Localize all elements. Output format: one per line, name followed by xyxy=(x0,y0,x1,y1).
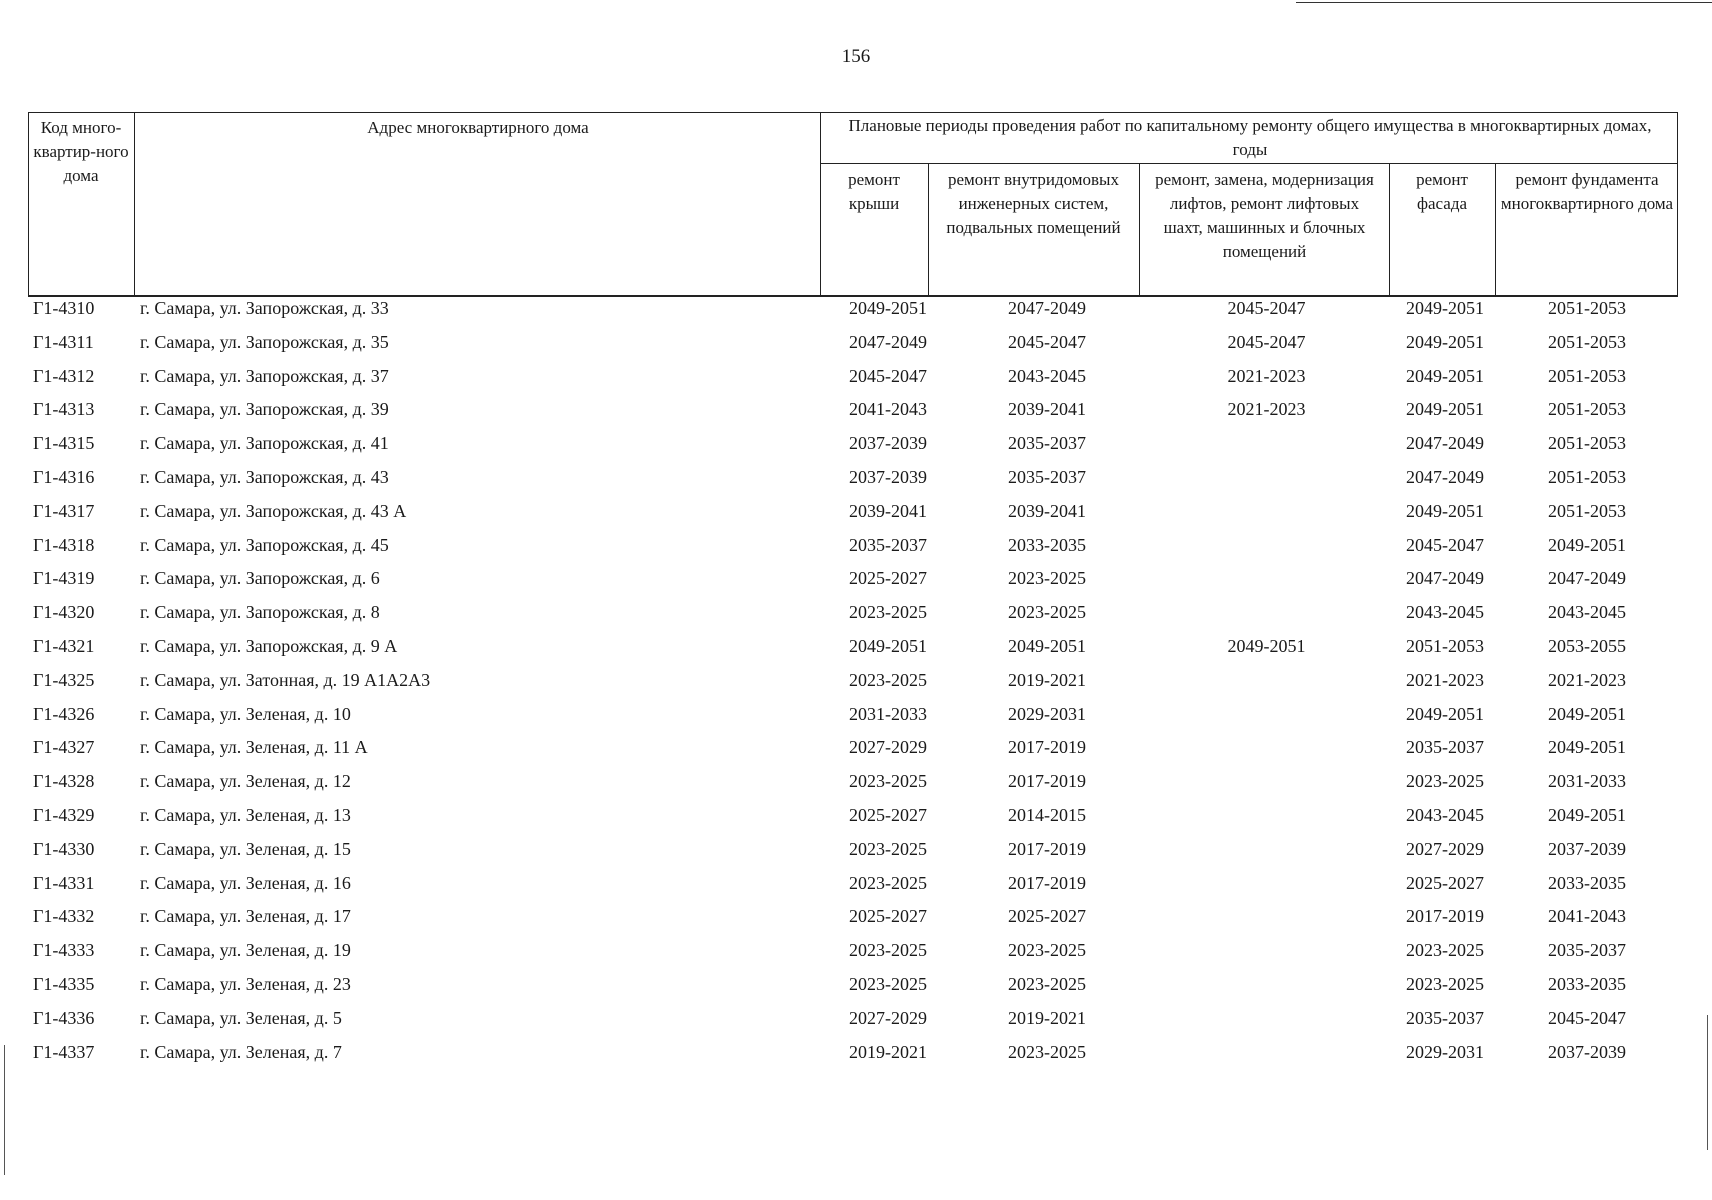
cell-code: Г1-4335 xyxy=(33,974,95,994)
cell-facade: 2043-2045 xyxy=(1406,602,1484,623)
cell-foundation: 2051-2053 xyxy=(1548,500,1626,521)
cell-foundation: 2053-2055 xyxy=(1548,636,1626,656)
cell-foundation: 2045-2047 xyxy=(1548,1007,1626,1028)
cell-roof: 2025-2027 xyxy=(849,568,927,589)
cell-facade: 2049-2051 xyxy=(1406,331,1484,352)
cell-facade: 2047-2049 xyxy=(1406,568,1484,589)
cell-facade: 2049-2051 xyxy=(1406,298,1484,318)
table-row xyxy=(0,433,1712,467)
cell-address: г. Самара, ул. Зеленая, д. 13 xyxy=(140,805,351,825)
cell-address: г. Самара, ул. Запорожская, д. 37 xyxy=(140,365,389,386)
table-row xyxy=(0,873,1712,907)
header-divider xyxy=(928,163,929,295)
cell-code: Г1-4310 xyxy=(33,298,95,318)
cell-code: Г1-4325 xyxy=(33,669,95,690)
cell-facade: 2025-2027 xyxy=(1406,872,1484,893)
cell-code: Г1-4311 xyxy=(33,331,94,352)
cell-engineering: 2019-2021 xyxy=(1008,1007,1086,1028)
cell-foundation: 2041-2043 xyxy=(1548,906,1626,927)
cell-code: Г1-4329 xyxy=(33,805,95,825)
header-address: Адрес многоквартирного дома xyxy=(367,118,589,137)
cell-facade: 2047-2049 xyxy=(1406,433,1484,454)
cell-facade: 2049-2051 xyxy=(1406,500,1484,521)
cell-engineering: 2035-2037 xyxy=(1008,433,1086,454)
table-row xyxy=(0,366,1712,400)
cell-code: Г1-4326 xyxy=(33,703,95,724)
header-periods: Плановые периоды проведения работ по капитальному ремонту общего имущества в многоквартирных домах, годы xyxy=(848,116,1652,159)
header-engineering: ремонт внутридомовых инженерных систем, подвальных помещений xyxy=(946,170,1121,237)
cell-engineering: 2029-2031 xyxy=(1008,703,1086,724)
header-divider xyxy=(820,113,821,295)
cell-facade: 2051-2053 xyxy=(1406,636,1484,656)
scan-top-line xyxy=(1296,2,1712,3)
cell-facade: 2023-2025 xyxy=(1406,974,1484,994)
cell-foundation: 2051-2053 xyxy=(1548,433,1626,454)
cell-facade: 2043-2045 xyxy=(1406,805,1484,825)
table-row xyxy=(0,839,1712,873)
table-row xyxy=(0,298,1712,332)
cell-facade: 2023-2025 xyxy=(1406,771,1484,792)
cell-engineering: 2023-2025 xyxy=(1008,940,1086,961)
cell-address: г. Самара, ул. Зеленая, д. 11 А xyxy=(140,737,368,758)
cell-code: Г1-4313 xyxy=(33,399,95,420)
cell-engineering: 2017-2019 xyxy=(1008,737,1086,758)
cell-engineering: 2045-2047 xyxy=(1008,331,1086,352)
cell-engineering: 2019-2021 xyxy=(1008,669,1086,690)
cell-foundation: 2021-2023 xyxy=(1548,669,1626,690)
cell-code: Г1-4317 xyxy=(33,500,95,521)
cell-engineering: 2039-2041 xyxy=(1008,399,1086,420)
table-row xyxy=(0,704,1712,738)
table-row xyxy=(0,1042,1712,1076)
cell-facade: 2027-2029 xyxy=(1406,838,1484,859)
cell-facade: 2023-2025 xyxy=(1406,940,1484,961)
cell-code: Г1-4315 xyxy=(33,433,95,454)
cell-roof: 2023-2025 xyxy=(849,872,927,893)
cell-address: г. Самара, ул. Запорожская, д. 41 xyxy=(140,433,389,454)
cell-roof: 2035-2037 xyxy=(849,534,927,555)
cell-engineering: 2035-2037 xyxy=(1008,467,1086,487)
table-row xyxy=(0,771,1712,805)
table-header xyxy=(28,112,1678,297)
cell-lifts: 2021-2023 xyxy=(1227,365,1306,386)
cell-roof: 2023-2025 xyxy=(849,771,927,792)
table-row xyxy=(0,940,1712,974)
cell-code: Г1-4328 xyxy=(33,771,95,792)
cell-facade: 2049-2051 xyxy=(1406,365,1484,386)
cell-foundation: 2051-2053 xyxy=(1548,298,1626,318)
cell-address: г. Самара, ул. Зеленая, д. 23 xyxy=(140,974,351,994)
table-row xyxy=(0,332,1712,366)
cell-engineering: 2017-2019 xyxy=(1008,771,1086,792)
cell-address: г. Самара, ул. Запорожская, д. 6 xyxy=(140,568,380,589)
cell-engineering: 2014-2015 xyxy=(1008,805,1086,825)
cell-foundation: 2049-2051 xyxy=(1548,703,1626,724)
cell-code: Г1-4336 xyxy=(33,1007,95,1028)
cell-address: г. Самара, ул. Запорожская, д. 43 xyxy=(140,467,389,487)
cell-foundation: 2051-2053 xyxy=(1548,399,1626,420)
cell-code: Г1-4321 xyxy=(33,636,95,656)
cell-foundation: 2037-2039 xyxy=(1548,838,1626,859)
cell-engineering: 2017-2019 xyxy=(1008,872,1086,893)
cell-engineering: 2023-2025 xyxy=(1008,974,1086,994)
cell-roof: 2027-2029 xyxy=(849,1007,927,1028)
cell-roof: 2025-2027 xyxy=(849,906,927,927)
cell-code: Г1-4331 xyxy=(33,872,95,893)
header-divider xyxy=(134,113,135,295)
cell-foundation: 2049-2051 xyxy=(1548,737,1626,758)
cell-engineering: 2049-2051 xyxy=(1008,636,1086,656)
table-row xyxy=(0,737,1712,771)
cell-roof: 2023-2025 xyxy=(849,669,927,690)
cell-address: г. Самара, ул. Запорожская, д. 45 xyxy=(140,534,389,555)
cell-code: Г1-4337 xyxy=(33,1041,95,1062)
cell-engineering: 2039-2041 xyxy=(1008,500,1086,521)
cell-code: Г1-4316 xyxy=(33,467,95,487)
cell-address: г. Самара, ул. Запорожская, д. 39 xyxy=(140,399,389,420)
cell-facade: 2035-2037 xyxy=(1406,737,1484,758)
cell-roof: 2037-2039 xyxy=(849,433,927,454)
cell-roof: 2045-2047 xyxy=(849,365,927,386)
cell-code: Г1-4312 xyxy=(33,365,95,386)
header-foundation: ремонт фундамента многоквартирного дома xyxy=(1500,170,1674,213)
cell-code: Г1-4319 xyxy=(33,568,95,589)
cell-facade: 2021-2023 xyxy=(1406,669,1484,690)
cell-engineering: 2033-2035 xyxy=(1008,534,1086,555)
cell-foundation: 2035-2037 xyxy=(1548,940,1626,961)
header-divider xyxy=(1495,163,1496,295)
cell-engineering: 2017-2019 xyxy=(1008,838,1086,859)
table-row xyxy=(0,670,1712,704)
table-row xyxy=(0,501,1712,535)
cell-address: г. Самара, ул. Запорожская, д. 8 xyxy=(140,602,380,623)
page-number: 156 xyxy=(841,46,871,67)
cell-roof: 2023-2025 xyxy=(849,602,927,623)
cell-roof: 2019-2021 xyxy=(849,1041,927,1062)
cell-address: г. Самара, ул. Зеленая, д. 5 xyxy=(140,1007,342,1028)
cell-facade: 2029-2031 xyxy=(1406,1041,1484,1062)
cell-address: г. Самара, ул. Запорожская, д. 9 А xyxy=(140,636,398,656)
table-row xyxy=(0,535,1712,569)
cell-engineering: 2047-2049 xyxy=(1008,298,1086,318)
cell-roof: 2049-2051 xyxy=(849,636,927,656)
cell-foundation: 2049-2051 xyxy=(1548,805,1626,825)
cell-foundation: 2051-2053 xyxy=(1548,365,1626,386)
cell-address: г. Самара, ул. Запорожская, д. 33 xyxy=(140,298,389,318)
cell-foundation: 2047-2049 xyxy=(1548,568,1626,589)
cell-code: Г1-4330 xyxy=(33,838,95,859)
cell-address: г. Самара, ул. Зеленая, д. 16 xyxy=(140,872,351,893)
cell-roof: 2037-2039 xyxy=(849,467,927,487)
cell-address: г. Самара, ул. Зеленая, д. 7 xyxy=(140,1041,342,1062)
cell-engineering: 2025-2027 xyxy=(1008,906,1086,927)
cell-facade: 2045-2047 xyxy=(1406,534,1484,555)
header-divider xyxy=(1389,163,1390,295)
cell-facade: 2049-2051 xyxy=(1406,399,1484,420)
header-divider xyxy=(1139,163,1140,295)
cell-foundation: 2031-2033 xyxy=(1548,771,1626,792)
cell-roof: 2023-2025 xyxy=(849,940,927,961)
cell-roof: 2049-2051 xyxy=(849,298,927,318)
table-row xyxy=(0,974,1712,1008)
cell-code: Г1-4320 xyxy=(33,602,95,623)
cell-code: Г1-4333 xyxy=(33,940,95,961)
header-roof: ремонт крыши xyxy=(848,170,900,213)
cell-foundation: 2049-2051 xyxy=(1548,534,1626,555)
cell-roof: 2023-2025 xyxy=(849,838,927,859)
cell-foundation: 2033-2035 xyxy=(1548,872,1626,893)
cell-address: г. Самара, ул. Зеленая, д. 19 xyxy=(140,940,351,961)
cell-address: г. Самара, ул. Зеленая, д. 15 xyxy=(140,838,351,859)
cell-address: г. Самара, ул. Запорожская, д. 43 А xyxy=(140,500,407,521)
header-border xyxy=(1677,113,1678,295)
cell-facade: 2049-2051 xyxy=(1406,703,1484,724)
cell-engineering: 2023-2025 xyxy=(1008,568,1086,589)
cell-engineering: 2023-2025 xyxy=(1008,602,1086,623)
cell-lifts: 2049-2051 xyxy=(1227,636,1306,656)
cell-foundation: 2037-2039 xyxy=(1548,1041,1626,1062)
table-row xyxy=(0,467,1712,501)
cell-facade: 2035-2037 xyxy=(1406,1007,1484,1028)
cell-address: г. Самара, ул. Запорожская, д. 35 xyxy=(140,331,389,352)
cell-engineering: 2043-2045 xyxy=(1008,365,1086,386)
cell-roof: 2025-2027 xyxy=(849,805,927,825)
cell-facade: 2017-2019 xyxy=(1406,906,1484,927)
table-row xyxy=(0,602,1712,636)
table-row xyxy=(0,906,1712,940)
table-row xyxy=(0,636,1712,670)
cell-code: Г1-4332 xyxy=(33,906,95,927)
cell-roof: 2031-2033 xyxy=(849,703,927,724)
cell-lifts: 2045-2047 xyxy=(1227,298,1306,318)
header-lifts: ремонт, замена, модернизация лифтов, ремонт лифтовых шахт, машинных и блочных помещений xyxy=(1155,170,1374,261)
cell-roof: 2023-2025 xyxy=(849,974,927,994)
header-facade: ремонт фасада xyxy=(1416,170,1468,213)
cell-code: Г1-4318 xyxy=(33,534,95,555)
cell-foundation: 2033-2035 xyxy=(1548,974,1626,994)
cell-address: г. Самара, ул. Зеленая, д. 10 xyxy=(140,703,351,724)
cell-roof: 2041-2043 xyxy=(849,399,927,420)
table-row xyxy=(0,568,1712,602)
cell-roof: 2027-2029 xyxy=(849,737,927,758)
cell-foundation: 2043-2045 xyxy=(1548,602,1626,623)
cell-roof: 2047-2049 xyxy=(849,331,927,352)
cell-facade: 2047-2049 xyxy=(1406,467,1484,487)
cell-foundation: 2051-2053 xyxy=(1548,331,1626,352)
cell-address: г. Самара, ул. Зеленая, д. 17 xyxy=(140,906,351,927)
header-code: Код много-квартир-ного дома xyxy=(33,118,129,185)
cell-engineering: 2023-2025 xyxy=(1008,1041,1086,1062)
table-row xyxy=(0,805,1712,839)
cell-foundation: 2051-2053 xyxy=(1548,467,1626,487)
table-row xyxy=(0,1008,1712,1042)
header-subdivider xyxy=(820,163,1678,164)
cell-address: г. Самара, ул. Затонная, д. 19 А1А2А3 xyxy=(140,669,431,690)
cell-lifts: 2045-2047 xyxy=(1227,331,1306,352)
cell-roof: 2039-2041 xyxy=(849,500,927,521)
cell-address: г. Самара, ул. Зеленая, д. 12 xyxy=(140,771,351,792)
table-row xyxy=(0,399,1712,433)
cell-code: Г1-4327 xyxy=(33,737,95,758)
cell-lifts: 2021-2023 xyxy=(1227,399,1306,420)
